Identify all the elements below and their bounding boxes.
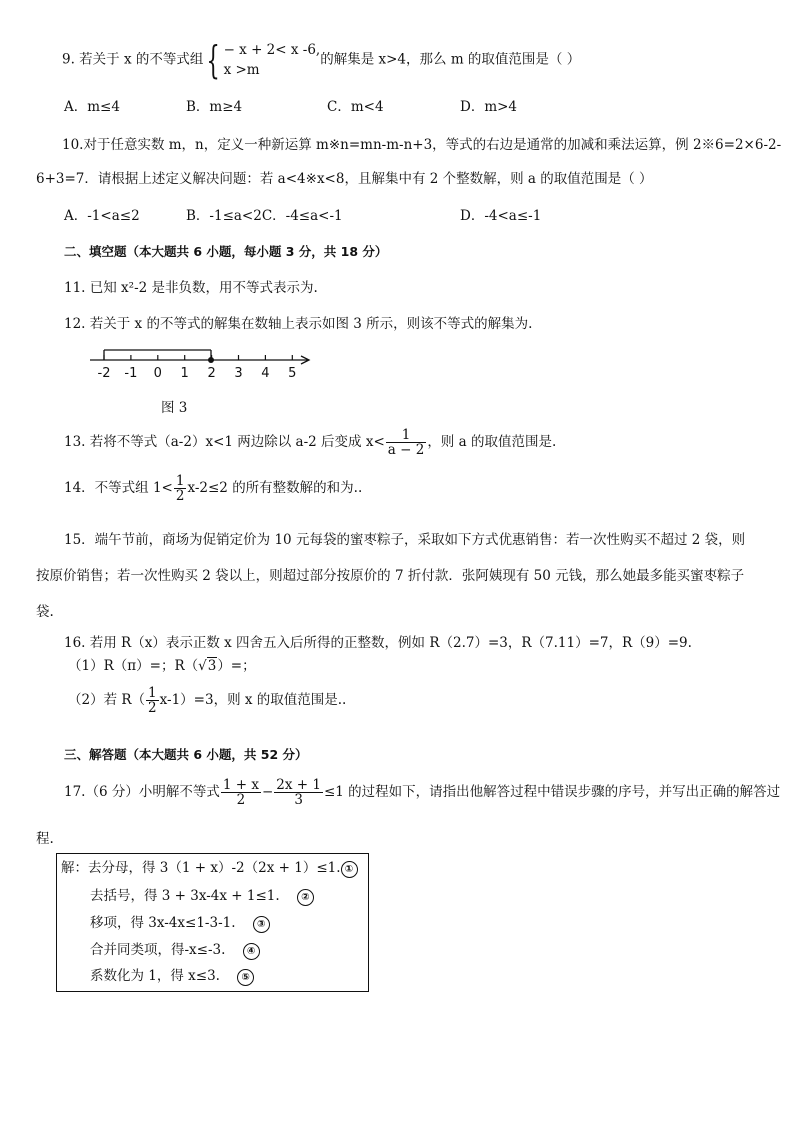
q15-line-1: 15．端午节前，商场为促销定价为 10 元每袋的蜜枣粽子，采取如下方式优惠销售：若一次性购买不超过 2 袋，则 <box>64 532 746 548</box>
q16-sub-2 <box>68 686 346 715</box>
tick-label: -1 <box>124 366 138 381</box>
q13-numerator: 1 <box>386 428 427 443</box>
number-line-figure <box>86 346 318 382</box>
q14-stem-pre: 14．不等式组 1< <box>64 480 173 497</box>
solution-step-5 <box>90 964 254 986</box>
q17-fraction-2 <box>274 778 323 807</box>
tick-label: 0 <box>153 366 162 381</box>
q17-f2-numerator: 2x + 1 <box>276 777 321 793</box>
q14-stem-post: x-2≤2 的所有整数解的和为.. <box>187 480 363 497</box>
system-brace: { <box>206 38 221 82</box>
sqrt-3: √3 <box>198 658 217 674</box>
q13-stem-post: ，则 a 的取值范围是. <box>427 434 557 451</box>
q9-stem-post: 的解集是 x>4，那么 m 的取值范围是（ ） <box>320 51 581 68</box>
q9-option-d: D．m>4 <box>460 99 518 115</box>
q17-f1-denominator: 2 <box>236 792 246 809</box>
q15-line-3: 袋. <box>36 604 54 620</box>
q16-fraction <box>146 686 159 715</box>
q16-sub2-post: x-1）=3，则 x 的取值范围是.. <box>159 692 347 709</box>
question-12: 12. 若关于 x 的不等式的解集在数轴上表示如图 3 所示，则该不等式的解集为. <box>64 316 533 332</box>
question-11: 11. 已知 x²-2 是非负数，用不等式表示为. <box>64 280 318 296</box>
solution-step-3 <box>90 911 270 933</box>
step-number-badge: ③ <box>253 916 270 933</box>
q16-sub1-pre: （1）R（π）=；R（ <box>68 658 199 674</box>
question-14 <box>64 474 362 503</box>
q17-f2-denominator: 3 <box>294 792 303 809</box>
step-text: 去括号，得 3 + 3x-4x + 1≤1. <box>90 888 280 904</box>
tick-label: 4 <box>261 366 270 381</box>
tick-label: 2 <box>207 366 216 381</box>
solution-step-2 <box>90 884 314 906</box>
q17-stem-post: ≤1 的过程如下，请指出他解答过程中错误步骤的序号，并写出正确的解答过 <box>323 784 781 801</box>
section-2-heading: 二、填空题（本大题共 6 小题，每小题 3 分，共 18 分） <box>64 244 388 259</box>
solution-step-4 <box>90 938 260 960</box>
step-text: 合并同类项，得-x≤-3. <box>90 942 226 958</box>
q16-numerator: 1 <box>148 685 157 701</box>
q13-stem-pre: 13. 若将不等式（a-2）x<1 两边除以 a-2 后变成 x< <box>64 434 385 451</box>
question-9 <box>62 40 580 80</box>
q14-denominator: 2 <box>175 488 185 505</box>
number-line-ticks <box>98 355 297 381</box>
step-text: 移项，得 3x-4x≤1-3-1. <box>90 915 236 931</box>
system-line-2: x >m <box>223 62 260 78</box>
question-13 <box>64 428 556 457</box>
step-text: 系数化为 1，得 x≤3. <box>90 968 220 984</box>
step-number-badge: ① <box>341 861 358 878</box>
q16-sub-1 <box>68 654 256 674</box>
radicand: 3 <box>207 658 217 674</box>
q17-stem-pre: 17.（6 分）小明解不等式 <box>64 784 220 801</box>
q15-line-2: 按原价销售；若一次性购买 2 袋以上，则超过部分按原价的 7 折付款．张阿姨现有 50 元钱，那么她最多能买蜜枣粽子 <box>36 568 745 584</box>
q9-stem-pre: 9. 若关于 x 的不等式组 <box>62 51 204 68</box>
q17-line-2: 程. <box>36 831 54 847</box>
q16-sub1-post: ）=； <box>217 658 256 674</box>
solution-box <box>56 853 369 992</box>
q10-option-a: A．-1<a≤2 <box>64 208 140 224</box>
q17-fraction-1 <box>221 778 261 807</box>
figure-caption: 图 3 <box>161 400 188 416</box>
solid-point <box>208 357 214 363</box>
q10-line-1: 10.对于任意实数 m，n，定义一种新运算 m※n=mn-m-n+3，等式的右边是通常的加减和乘法运算，例 2※6=2×6-2- <box>62 137 782 153</box>
step-number-badge: ⑤ <box>237 969 254 986</box>
tick-label: 5 <box>288 366 297 381</box>
q16-denominator: 2 <box>148 700 157 717</box>
q14-fraction <box>174 474 187 503</box>
tick-label: 1 <box>180 366 189 381</box>
q17-minus: − <box>261 784 274 801</box>
step-number-badge: ④ <box>243 943 260 960</box>
q16-line-1: 16. 若用 R（x）表示正数 x 四舍五入后所得的正整数，例如 R（2.7）=3，R（7.11）=7，R（9）=9. <box>64 635 692 651</box>
q13-fraction <box>386 428 427 457</box>
tick-label: 3 <box>234 366 243 381</box>
inequality-system <box>224 40 321 80</box>
q16-sub2-pre: （2）若 R（ <box>68 692 146 709</box>
q13-denominator: a − 2 <box>387 442 425 459</box>
question-17 <box>64 778 780 807</box>
system-line-1: − x + 2< x -6, <box>223 42 321 58</box>
q9-option-a: A．m≤4 <box>64 99 120 115</box>
q17-f1-numerator: 1 + x <box>222 777 259 793</box>
q14-numerator: 1 <box>175 473 185 489</box>
q10-option-bc: B．-1≤a<2C．-4≤a<-1 <box>186 208 343 224</box>
solution-step-1 <box>61 856 358 878</box>
step-text: 解：去分母，得 3（1 + x）-2（2x + 1）≤1. <box>61 860 341 876</box>
tick-label: -2 <box>97 366 111 381</box>
q9-option-b: B．m≥4 <box>186 99 243 115</box>
step-number-badge: ② <box>297 889 314 906</box>
q10-line-2: 6+3=7．请根据上述定义解决问题：若 a<4※x<8，且解集中有 2 个整数解，则 a 的取值范围是（ ） <box>36 171 653 187</box>
section-3-heading: 三、解答题（本大题共 6 小题，共 52 分） <box>64 747 308 762</box>
q10-option-d: D．-4<a≤-1 <box>460 208 542 224</box>
q9-option-c: C．m<4 <box>327 99 384 115</box>
